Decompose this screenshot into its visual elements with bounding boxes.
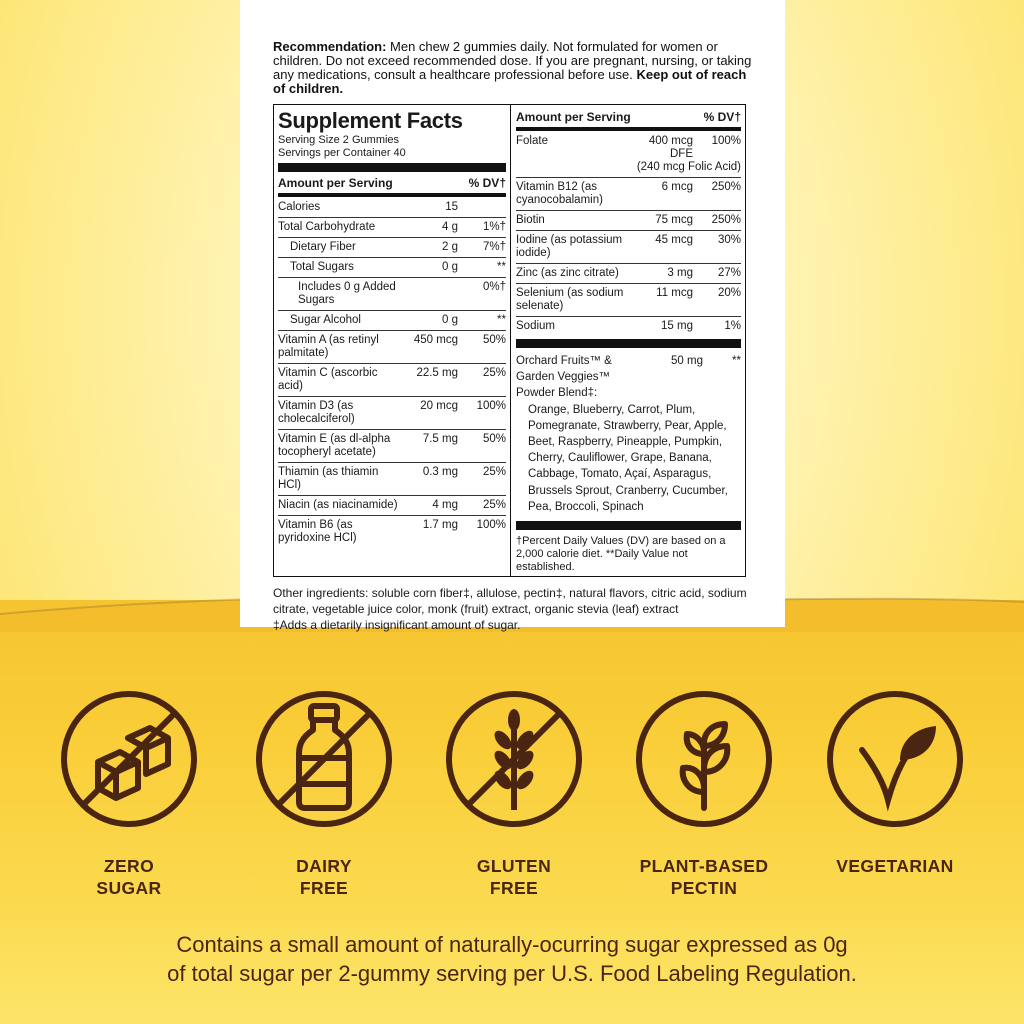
nutrient-row: Selenium (as sodium selenate) 11 mcg 20% <box>516 284 741 317</box>
nutrient-row: Iodine (as potassium iodide) 45 mcg 30% <box>516 231 741 264</box>
nutrient-row: Total Sugars 0 g ** <box>278 258 506 278</box>
nutrient-row: Sodium 15 mg 1% <box>516 320 741 332</box>
nutrient-row: Vitamin E (as dl-alpha tocopheryl acetate) 7.5 mg 50% <box>278 430 506 463</box>
nutrient-row: Vitamin B12 (as cyanocobalamin) 6 mcg 250% <box>516 178 741 211</box>
powder-blend: Orchard Fruits™ & Garden Veggies™ Powder Blend‡: 50 mg ** Orange, Blueberry, Carrot, Plum, Pomegranate, Strawberry, Pear, Apple, Beet, Raspberry, Pineapple, Pumpkin, Cherry, Cauliflower, Grape, Banana, Cabbage, Tomato, Açaí, Asparagus, Brussels Sprout, Cranberry, Cucumber, Pea, Broccoli, Spinach <box>516 350 741 518</box>
nutrient-row: Total Carbohydrate 4 g 1%† <box>278 218 506 238</box>
wheat-icon <box>443 688 585 830</box>
nutrient-row: Calories 15 <box>278 198 506 218</box>
nutrient-row: Vitamin C (ascorbic acid) 22.5 mg 25% <box>278 364 506 397</box>
other-ingredients: Other ingredients: soluble corn fiber‡, allulose, pectin‡, natural flavors, citric acid, sodium citrate, vegetable juice color, monk (fruit) extract, organic stevia (leaf) extract ‡Adds a dietarily insignificant amount of sugar. <box>273 586 747 633</box>
servings-per-container: Servings per Container 40 <box>278 147 406 159</box>
insignificant-note: ‡Adds a dietarily insignificant amount of sugar. <box>273 618 521 633</box>
sugar-disclaimer: Contains a small amount of naturally-ocurring sugar expressed as 0g of total sugar per 2-gummy serving per U.S. Food Labeling Regulation. <box>167 932 857 986</box>
facts-title: Supplement Facts <box>278 108 463 133</box>
leaf-check-icon <box>824 688 966 830</box>
facts-right-column <box>511 105 745 576</box>
nutrient-row: Dietary Fiber 2 g 7%† <box>278 238 506 258</box>
badge-row <box>0 688 1024 928</box>
badge-plant-based-pectin: PLANT-BASED PECTIN <box>633 688 775 899</box>
right-nutrient-list <box>516 132 741 336</box>
nutrient-row: Vitamin D3 (as cholecalciferol) 20 mcg 100% <box>278 397 506 430</box>
badge-vegetarian: VEGETARIAN <box>824 688 966 877</box>
nutrient-row: Niacin (as niacinamide) 4 mg 25% <box>278 496 506 516</box>
facts-left-column <box>274 105 511 576</box>
nutrient-row: Folate 400 mcg DFE 100% <box>516 135 741 160</box>
badge-dairy-free: DAIRY FREE <box>253 688 395 899</box>
dv-footnote: †Percent Daily Values (DV) are based on a 2,000 calorie diet. **Daily Value not established. <box>516 535 726 574</box>
nutrient-row: Zinc (as zinc citrate) 3 mg 27% <box>516 264 741 284</box>
serving-size: Serving Size 2 Gummies <box>278 134 400 146</box>
blend-ingredients: Orange, Blueberry, Carrot, Plum, Pomegranate, Strawberry, Pear, Apple, Beet, Raspberry, Pineapple, Pumpkin, Cherry, Cauliflower, Grape, Banana, Cabbage, Tomato, Açaí, Asparagus, Brussels Sprout, Cranberry, Cucumber, Pea, Broccoli, Spinach <box>528 403 728 513</box>
nutrient-row: Vitamin A (as retinyl palmitate) 450 mcg 50% <box>278 331 506 364</box>
facts-header-right: Amount per Serving % DV† <box>516 110 741 124</box>
nutrient-row: Biotin 75 mcg 250% <box>516 211 741 231</box>
sprout-icon <box>633 688 775 830</box>
nutrient-row: Vitamin B6 (as pyridoxine HCl) 1.7 mg 100% <box>278 519 506 544</box>
nutrient-row: Thiamin (as thiamin HCl) 0.3 mg 25% <box>278 463 506 496</box>
recommendation-text: Recommendation: Men chew 2 gummies daily. Not formulated for women or children. Do not exceed recommended dose. If you are pregnant, nursing, or taking any medications, consult a healthcare professional before use. Keep out of reach of children. <box>273 39 752 96</box>
left-nutrient-list <box>278 198 506 548</box>
badge-gluten-free: GLUTEN FREE <box>443 688 585 899</box>
supplement-facts-panel <box>273 104 746 577</box>
sugar-cube-icon <box>58 688 200 830</box>
nutrient-row: Sugar Alcohol 0 g ** <box>278 311 506 331</box>
badge-zero-sugar: ZERO SUGAR <box>58 688 200 899</box>
milk-bottle-icon <box>253 688 395 830</box>
facts-header: Amount per Serving % DV† <box>278 176 506 190</box>
nutrient-row: Includes 0 g Added Sugars 0%† <box>278 278 506 311</box>
nutrient-note: (240 mcg Folic Acid) <box>516 161 741 178</box>
supplement-label <box>240 0 785 633</box>
